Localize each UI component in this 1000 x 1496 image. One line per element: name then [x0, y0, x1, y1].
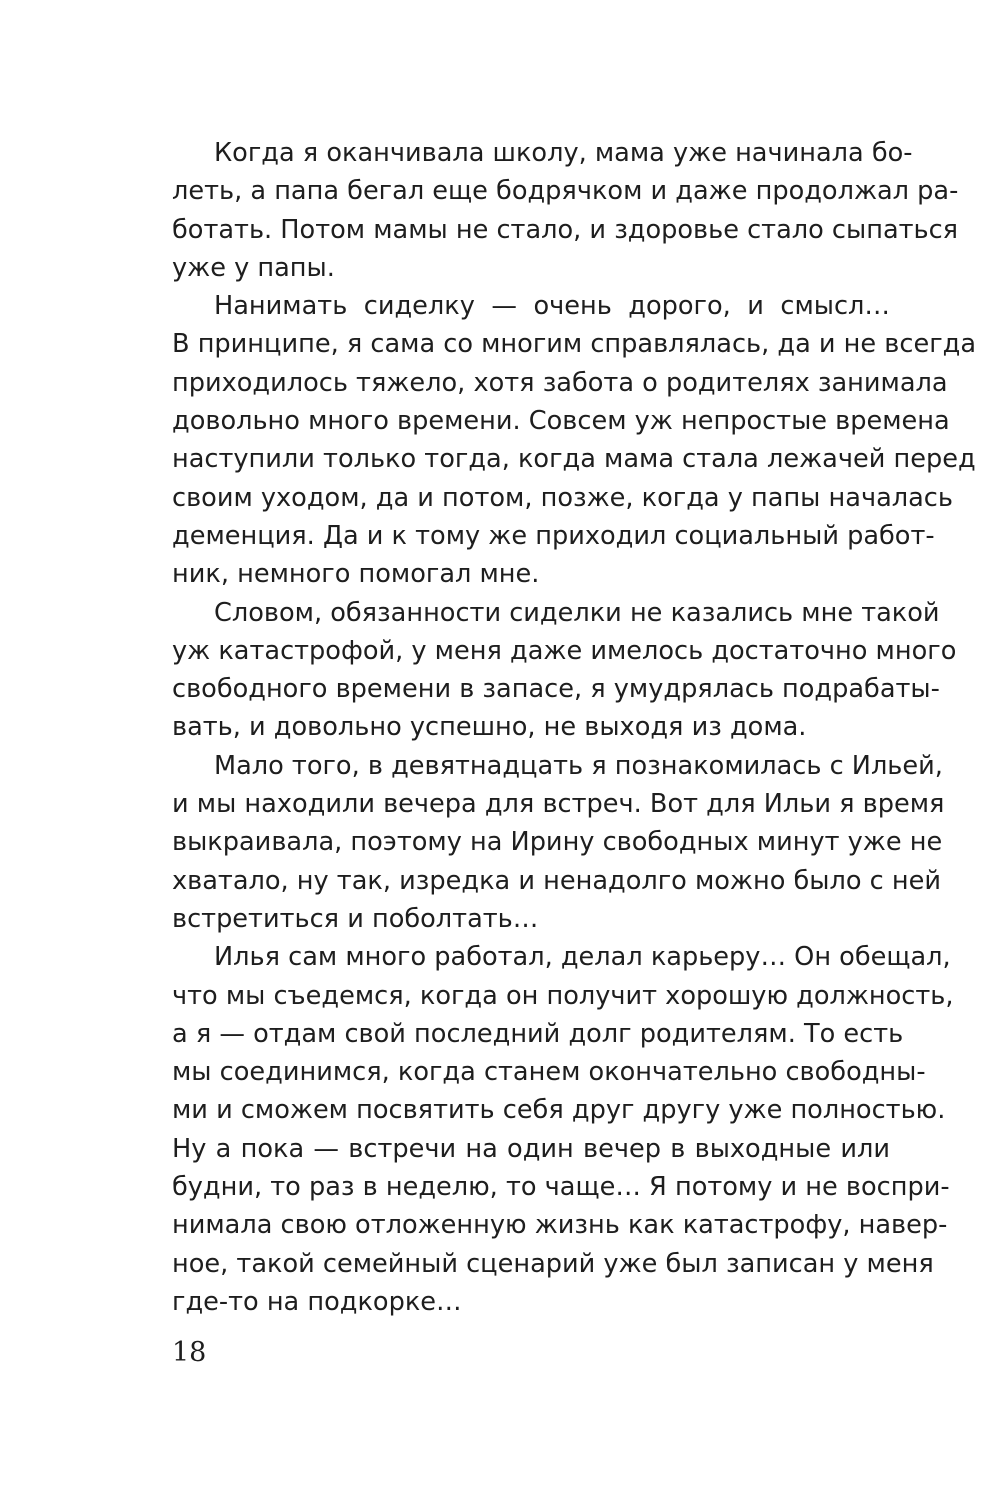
text-line: леть, а папа бегал еще бодрячком и даже продолжал ра-	[172, 176, 959, 207]
paragraph	[172, 938, 954, 1321]
text-line: мы соединимся, когда станем окончательно свободны-	[172, 1057, 926, 1088]
paragraph	[172, 287, 977, 593]
text-line: где-то на подкорке…	[172, 1286, 462, 1317]
text-line: наступили только тогда, когда мама стала лежачей перед	[172, 444, 976, 475]
text-line: уж катастрофой, у меня даже имелось достаточно много	[172, 635, 957, 666]
text-line: ботать. Потом мамы не стало, и здоровье стало сыпаться	[172, 214, 959, 245]
text-line: приходилось тяжело, хотя забота о родителях занимала	[172, 367, 948, 398]
text-line: ми и сможем посвятить себя друг другу уже полностью.	[172, 1095, 946, 1126]
text-line: Когда я оканчивала школу, мама уже начинала бо-	[214, 138, 913, 168]
text-line: Ну а пока — встречи на один вечер в выходные или	[172, 1133, 890, 1164]
body-text	[172, 134, 977, 1321]
text-line: нимала свою отложенную жизнь как катастрофу, навер-	[172, 1210, 948, 1241]
paragraph	[172, 747, 945, 938]
text-line: вать, и довольно успешно, не выходя из дома.	[172, 712, 807, 743]
text-line: деменция. Да и к тому же приходил социальный работ-	[172, 520, 935, 551]
text-line: хватало, ну так, изредка и ненадолго можно было с ней	[172, 865, 941, 896]
text-line: уже у папы.	[172, 252, 335, 283]
text-line: Нанимать сиделку — очень дорого, и смысл…	[214, 291, 890, 322]
text-line: выкраивала, поэтому на Ирину свободных минут уже не	[172, 827, 943, 858]
text-line: ное, такой семейный сценарий уже был записан у меня	[172, 1248, 934, 1279]
text-line: своим уходом, да и потом, позже, когда у папы началась	[172, 482, 953, 513]
text-line: ник, немного помогал мне.	[172, 559, 540, 590]
text-line: довольно много времени. Совсем уж непростые времена	[172, 406, 950, 437]
text-line: а я — отдам свой последний долг родителям. То есть	[172, 1018, 904, 1049]
text-line: будни, то раз в неделю, то чаще… Я потому и не воспри-	[172, 1172, 950, 1203]
text-line: что мы съедемся, когда он получит хорошую должность,	[172, 980, 954, 1011]
paragraph	[172, 134, 959, 287]
text-line: Илья сам много работал, делал карьеру… Он обещал,	[214, 942, 951, 973]
text-line: свободного времени в запасе, я умудрялась подрабаты-	[172, 674, 940, 705]
text-line: Мало того, в девятнадцать я познакомилась с Ильей,	[214, 750, 943, 781]
text-line: встретиться и поболтать…	[172, 903, 539, 934]
text-line: В принципе, я сама со многим справлялась, да и не всегда	[172, 329, 977, 360]
text-line: и мы находили вечера для встреч. Вот для Ильи я время	[172, 789, 945, 820]
page-number: 18	[172, 1337, 207, 1368]
text-line: Словом, обязанности сиделки не казались мне такой	[214, 597, 940, 628]
paragraph	[172, 594, 957, 747]
